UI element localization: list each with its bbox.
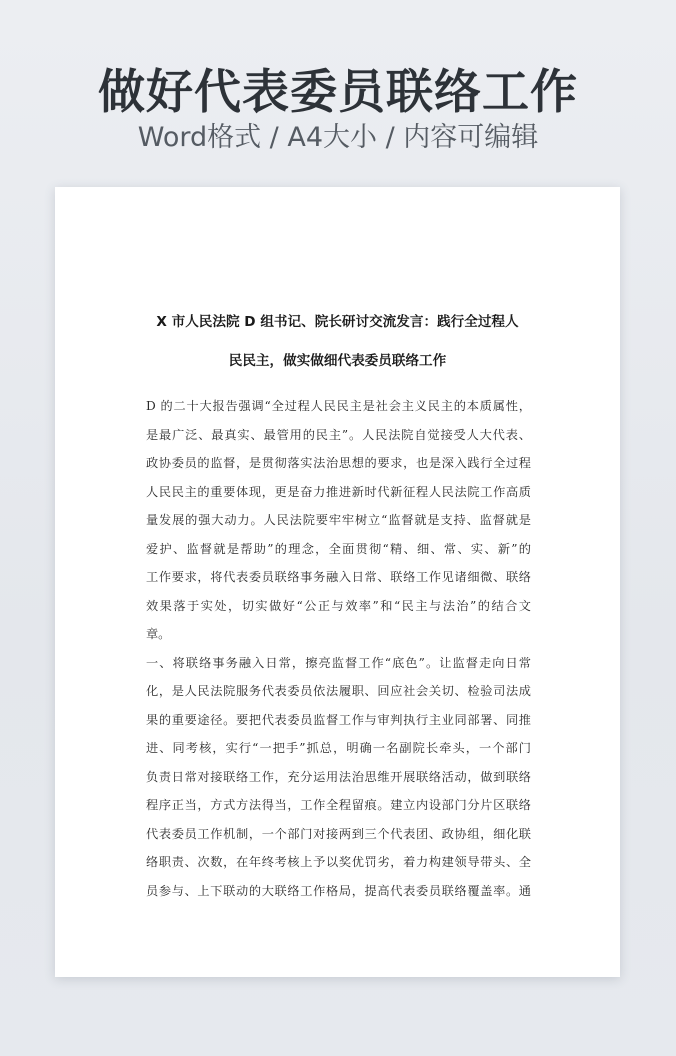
body-line: 政协委员的监督，是贯彻落实法治思想的要求，也是深入践行全过程 [146,456,531,470]
body-line: 章。 [146,627,171,641]
body-line: D 的二十大报告强调“全过程人民民主是社会主义民主的本质属性， [146,399,531,413]
body-line: 代表委员工作机制，一个部门对接两到三个代表团、政协组，细化联 [146,826,531,841]
body-line: 工作要求，将代表委员联络事务融入日常、联络工作见诸细微、联络 [146,570,531,584]
body-line: 果的重要途径。要把代表委员监督工作与审判执行主业同部署、同推 [146,712,531,727]
body-line: 进、同考核，实行“一把手”抓总，明确一名副院长牵头，一个部门 [146,741,531,755]
banner-subtitle: Word格式 / A4大小 / 内容可编辑 [137,122,539,153]
banner-title: 做好代表委员联络工作 [98,65,578,120]
document-title-line: X 市人民法院 D 组书记、院长研讨交流发言：践行全过程人 [156,314,519,330]
section-heading-line: 一、将联络事务融入日常，擦亮监督工作“底色”。让监督走向日常 [146,655,531,670]
body-line: 是最广泛、最真实、最管用的民主”。人民法院自觉接受人大代表、 [146,427,531,442]
document-page [55,187,620,977]
document-title [55,308,620,386]
body-line: 负责日常对接联络工作，充分运用法治思维开展联络活动，做到联络 [146,769,531,784]
body-line: 人民民主的重要体现，更是奋力推进新时代新征程人民法院工作高质 [146,484,531,499]
body-line: 爱护、监督就是帮助”的理念，全面贯彻“精、细、常、实、新”的 [146,541,531,556]
body-line: 效果落于实处，切实做好“公正与效率”和“民主与法治”的结合文 [146,598,531,613]
body-line: 络职责、次数，在年终考核上予以奖优罚劣，着力构建领导带头、全 [146,855,531,869]
body-line: 程序正当，方式方法得当，工作全程留痕。建立内设部门分片区联络 [146,798,531,812]
document-title-line: 民民主，做实做细代表委员联络工作 [228,353,447,369]
body-line: 员参与、上下联动的大联络工作格局，提高代表委员联络覆盖率。通 [146,883,531,898]
document-body [146,392,531,905]
body-line: 化，是人民法院服务代表委员依法履职、回应社会关切、检验司法成 [146,684,531,698]
body-line: 量发展的强大动力。人民法院要牢牢树立“监督就是支持、监督就是 [146,513,531,527]
